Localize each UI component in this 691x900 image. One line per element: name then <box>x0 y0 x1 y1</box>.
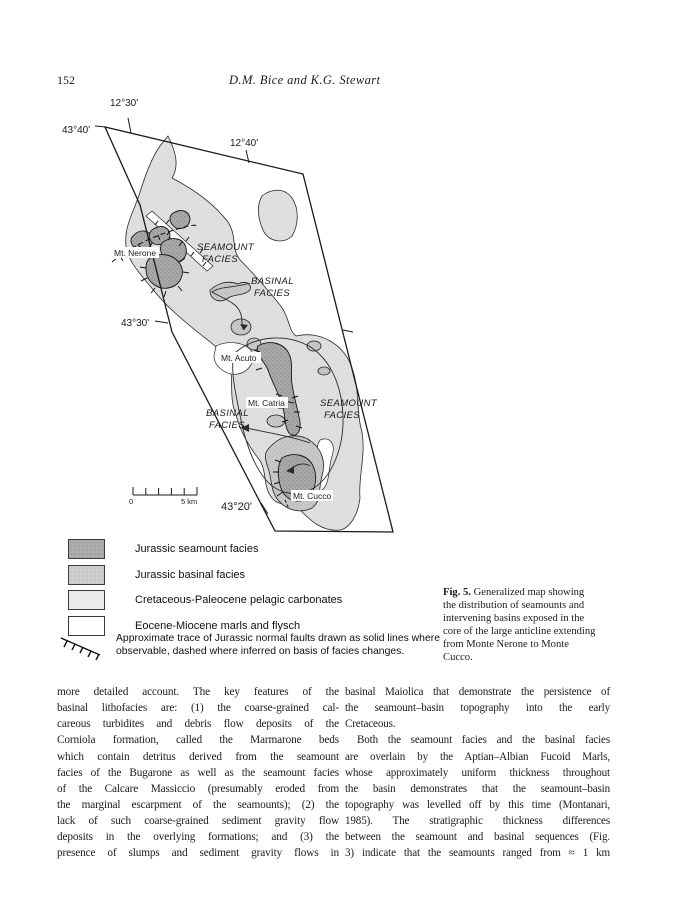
legend-swatch-basinal <box>68 565 105 585</box>
seamount-facies-label-north: SEAMOUNT <box>197 242 255 253</box>
legend-label: Jurassic basinal facies <box>135 568 246 581</box>
body-text-line: deposits in the overlying formations; and (3) the <box>57 831 339 844</box>
legend-swatch-seamount <box>68 539 105 559</box>
caption-line: from Monte Nerone to Monte <box>443 639 569 651</box>
body-text-line: Corniola formation, called the Marmarone beds <box>57 734 339 747</box>
legend-label: Cretaceous-Paleocene pelagic carbonates <box>135 594 343 606</box>
body-column-left <box>57 684 339 862</box>
body-text-line: basinal lithofacies are: (1) the coarse-grained cal- <box>57 702 339 715</box>
label-mt-acuto: Mt. Acuto <box>221 353 257 363</box>
fault-note-line: Approximate trace of Jurassic normal faults drawn as solid lines where <box>116 633 440 644</box>
body-text-line: lack of such coarse-grained sediment gravity flow <box>57 815 339 828</box>
legend-label: Eocene-Miocene marls and flysch <box>135 619 301 632</box>
running-head: D.M. Bice and K.G. Stewart <box>229 73 381 87</box>
lat-label-4330: 43°30' <box>121 318 150 329</box>
body-text-line: which contain detritus derived from the seamount <box>57 750 339 763</box>
scale-end-label: 5 km <box>181 497 198 506</box>
caption-line: the distribution of seamounts and <box>443 600 585 612</box>
legend-label: Jurassic seamount facies <box>135 543 259 555</box>
legend-item-pelagic <box>68 590 342 610</box>
legend-swatch-pelagic <box>68 590 105 610</box>
lat-label-4340: 43°40' <box>62 125 91 136</box>
caption-line: Cucco. <box>443 652 473 664</box>
seamount-facies-label-south-2: FACIES <box>324 410 361 421</box>
label-mt-nerone: Mt. Nerone <box>114 248 157 258</box>
lat-label-4320: 43°20' <box>221 501 252 513</box>
basinal-facies-label-south-2: FACIES <box>209 420 246 431</box>
fault-note-line: observable, dashed where inferred on basis of facies changes. <box>116 645 405 657</box>
body-text-line: the marginal escarpment of the seamounts); (2) the <box>57 798 339 811</box>
basinal-facies-label-south: BASINAL <box>206 408 249 419</box>
body-text-line: between the seamount and basinal sequences (Fig. <box>345 831 610 844</box>
body-text-line: careous turbidites and debris flow deposits of the <box>57 718 339 731</box>
body-text-line: the seamount–basin topography into the early <box>345 702 610 715</box>
figure-number: Fig. 5. <box>443 587 471 598</box>
body-text-line: Both the seamount facies and the basinal facies <box>357 734 610 747</box>
body-text-line: are overlain by the Aptian–Albian Fucoid Marls, <box>345 750 610 763</box>
body-text-line: the basin demonstrates that the seamount–basin <box>345 782 610 795</box>
page-number: 152 <box>57 73 75 87</box>
figure-map <box>0 0 455 540</box>
body-text-line: 3) indicate that the seamounts ranged from ≈ 1 km <box>345 847 610 860</box>
label-mt-catria: Mt. Catria <box>248 398 285 408</box>
body-text-line: more detailed account. The key features of the <box>57 686 339 698</box>
body-text-line: of the Calcare Massiccio (presumably eroded from <box>57 782 339 795</box>
body-text-line: topography was levelled off by this time (Montanari, <box>345 798 610 811</box>
legend-item-basinal <box>68 565 342 585</box>
seamount-facies-label-south: SEAMOUNT <box>320 398 378 409</box>
legend-fault-note <box>116 633 452 663</box>
lon-label-1230: 12°30' <box>110 98 139 109</box>
label-mt-cucco: Mt. Cucco <box>293 491 332 501</box>
body-text-line: Cretaceous. <box>345 718 396 731</box>
body-column-right <box>345 684 610 862</box>
figure-caption <box>443 586 651 665</box>
body-text-line: whose approximately uniform thickness throughout <box>345 766 610 779</box>
caption-line: intervening basins exposed in the <box>443 613 585 625</box>
basinal-facies-label-north-2: FACIES <box>254 288 291 299</box>
caption-text: Generalized map showing <box>473 587 585 598</box>
body-text-line: presence of slumps and sediment gravity flows in <box>57 847 339 860</box>
body-text-line: basinal Maiolica that demonstrate the persistence of <box>345 686 610 698</box>
legend-fault-item <box>58 633 452 663</box>
caption-line: core of the large anticline extending <box>443 626 596 638</box>
seamount-facies-label-north-2: FACIES <box>202 254 239 265</box>
caption-line <box>443 586 651 599</box>
fault-symbol-icon <box>58 633 106 663</box>
body-text-line: 1985). The stratigraphic thickness differences <box>345 815 610 828</box>
map-legend <box>68 539 342 641</box>
basinal-facies-label-north: BASINAL <box>251 276 294 287</box>
legend-item-seamount <box>68 539 342 559</box>
lon-label-1240: 12°40' <box>230 138 259 149</box>
body-text-line: facies of the Bugarone as well as the seamount facies <box>57 766 339 779</box>
scale-zero-label: 0 <box>129 497 134 506</box>
scale-bar <box>129 487 197 506</box>
